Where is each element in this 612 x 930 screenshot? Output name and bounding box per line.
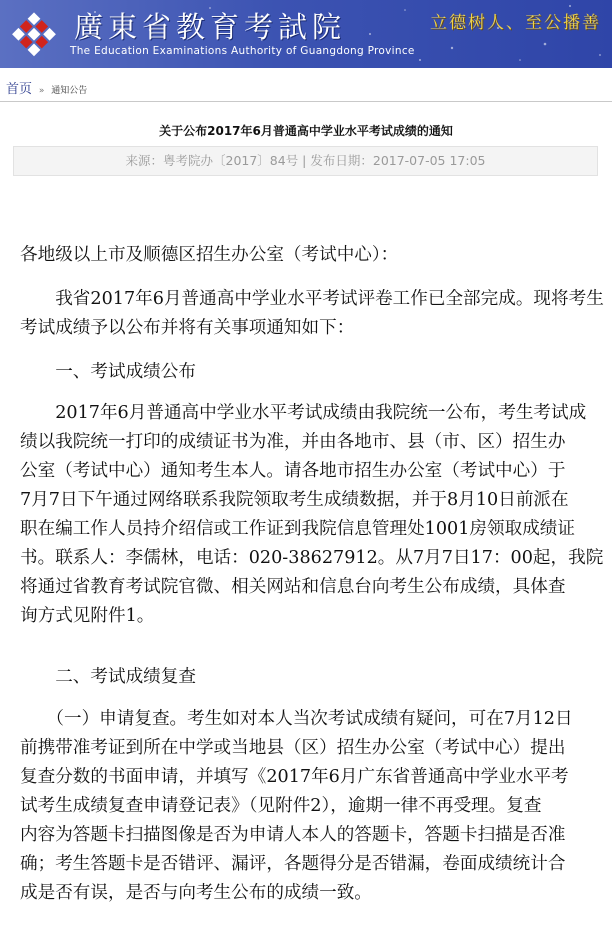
article-title: 关于公布2017年6月普通高中学业水平考试成绩的通知 [159, 124, 453, 138]
article-meta: 来源：粤考院办〔2017〕84号 | 发布日期：2017-07-05 17:05 [13, 146, 598, 176]
breadcrumb-separator: » [38, 86, 45, 96]
diamond-grid-logo-icon [4, 10, 64, 60]
text-line: （一）申请复查。考生如对本人当次考试成绩有疑问，可在7月12日 [20, 709, 573, 729]
intro-paragraph [20, 285, 604, 343]
text-line: 二、考试成绩复查 [20, 667, 196, 687]
breadcrumb-home-link[interactable]: 首页 [6, 82, 33, 97]
text-line: 一、考试成绩公布 [20, 362, 196, 382]
site-slogan: 立德树人、至公播善 [430, 13, 601, 33]
site-banner [0, 0, 612, 68]
text-line: 书。联系人：李儒林，电话：020-38627912。从7月7日17：00起，我院 [20, 548, 604, 568]
section-heading-1 [20, 358, 596, 387]
section-2-paragraph [20, 705, 596, 908]
section-heading-2 [20, 663, 596, 692]
text-line: 成是否有误，是否与向考生公布的成绩一致。 [20, 883, 372, 903]
text-line: 内容为答题卡扫描图像是否为申请人本人的答题卡，答题卡扫描是否准 [20, 825, 566, 845]
salutation-paragraph [20, 241, 596, 270]
text-line: 前携带准考证到所在中学或当地县（区）招生办公室（考试中心）提出 [20, 738, 566, 758]
breadcrumb [0, 78, 612, 102]
breadcrumb-current-link[interactable]: 通知公告 [51, 86, 88, 96]
site-subtitle: The Education Examinations Authority of Guangdong Province [70, 45, 415, 57]
text-line: 询方式见附件1。 [20, 606, 155, 626]
section-1-paragraph [20, 399, 604, 631]
text-line: 各地级以上市及顺德区招生办公室（考试中心）： [20, 245, 399, 265]
text-line: 公室（考试中心）通知考生本人。请各地市招生办公室（考试中心）于 [20, 461, 566, 481]
text-line: 复查分数的书面申请，并填写《2017年6月广东省普通高中学业水平考 [20, 767, 569, 787]
text-line: 绩以我院统一打印的成绩证书为准，并由各地市、县（市、区）招生办 [20, 432, 566, 452]
text-line: 确；考生答题卡是否错评、漏评，各题得分是否错漏，卷面成绩统计合 [20, 854, 566, 874]
text-line: 考试成绩予以公布并将有关事项通知如下： [20, 318, 355, 338]
text-line: 将通过省教育考试院官微、相关网站和信息台向考生公布成绩，具体查 [20, 577, 566, 597]
text-line: 职在编工作人员持介绍信或工作证到我院信息管理处1001房领取成绩证 [20, 519, 575, 539]
text-line: 2017年6月普通高中学业水平考试成绩由我院统一公布，考生考试成 [20, 403, 587, 423]
site-title: 廣東省教育考試院 [74, 10, 347, 44]
text-line: 试考生成绩复查申请登记表》（见附件2），逾期一律不再受理。复查 [20, 796, 542, 816]
text-line: 我省2017年6月普通高中学业水平考试评卷工作已全部完成。现将考生 [20, 289, 604, 309]
text-line: 7月7日下午通过网络联系我院领取考生成绩数据，并于8月10日前派在 [20, 490, 569, 510]
